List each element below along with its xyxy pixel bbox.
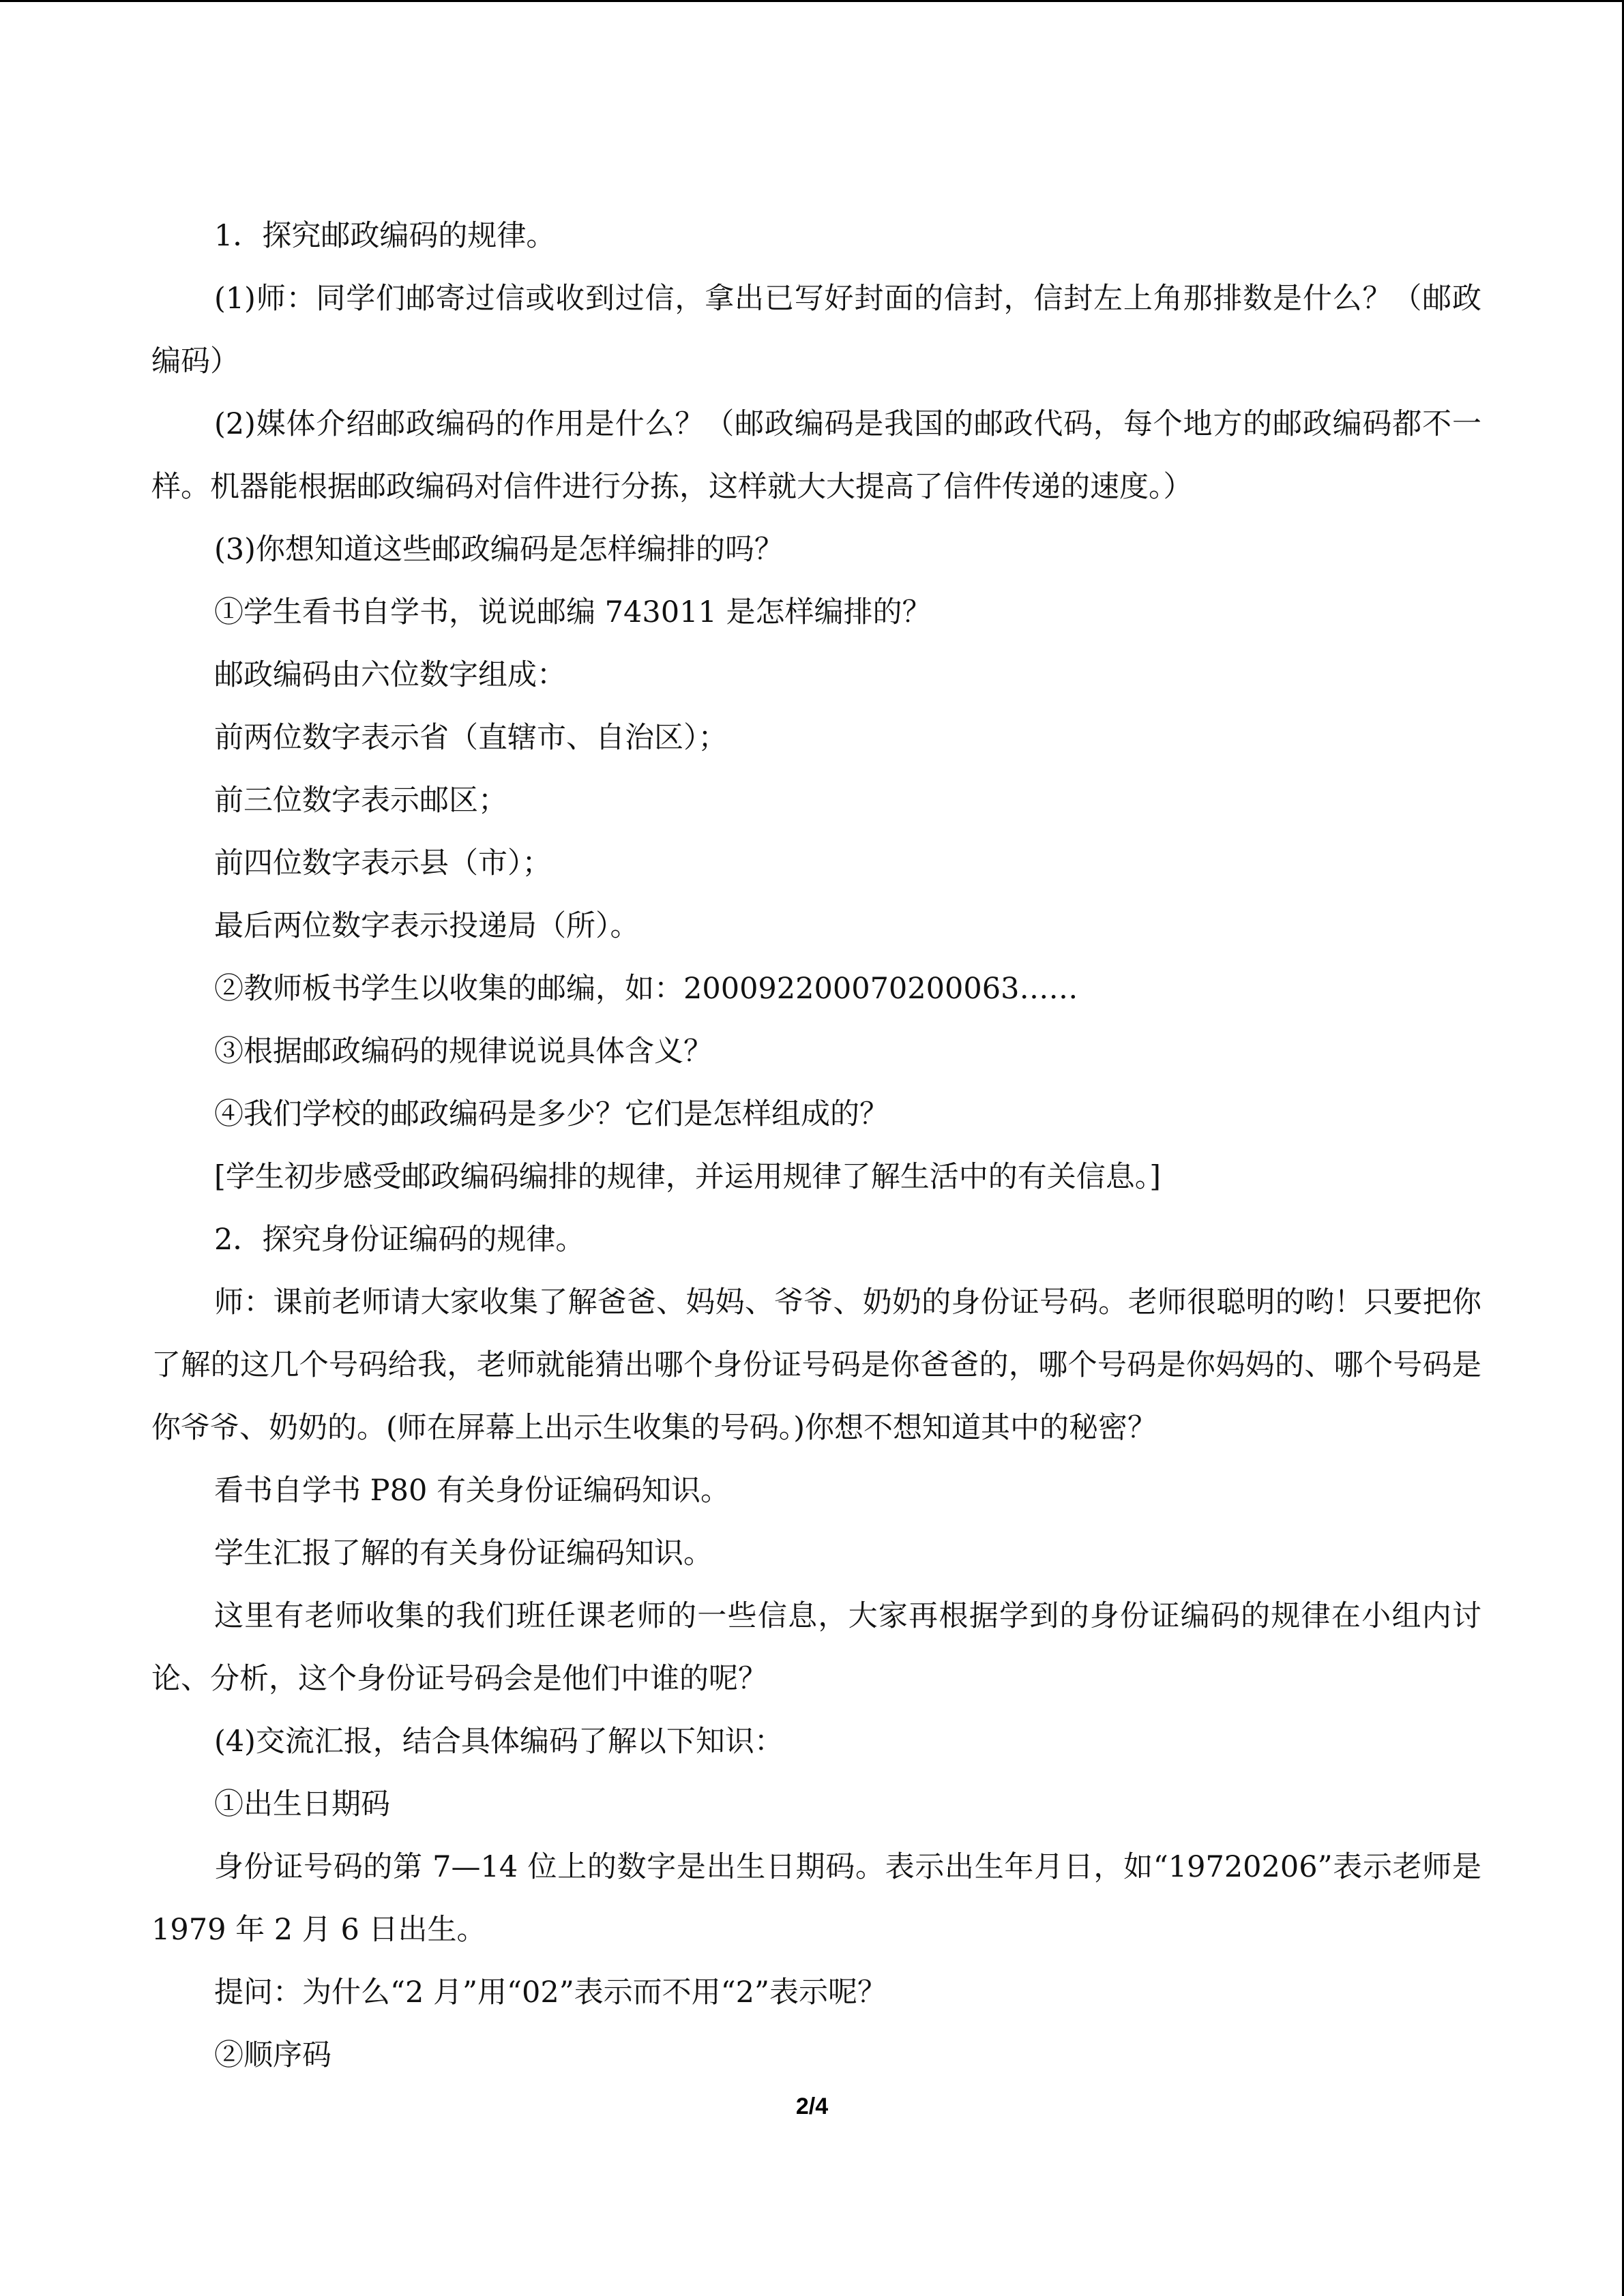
paragraph: 最后两位数字表示投递局（所）。	[214, 909, 640, 943]
paragraph: 这里有老师收集的我们班任课老师的一些信息，大家再根据学到的身份证编码的规律在小组内讨论、分析，这个身份证号码会是他们中谁的呢？	[151, 1599, 1481, 1696]
paragraph: (2)媒体介绍邮政编码的作用是什么？（邮政编码是我国的邮政代码，每个地方的邮政编码都不一样。机器能根据邮政编码对信件进行分拣，这样就大大提高了信件传递的速度。）	[151, 407, 1481, 504]
paragraph: [学生初步感受邮政编码编排的规律，并运用规律了解生活中的有关信息。]	[214, 1160, 1162, 1194]
paragraph: 邮政编码由六位数字组成：	[214, 658, 566, 692]
paragraph: (3)你想知道这些邮政编码是怎样编排的吗？	[214, 533, 784, 567]
paragraph: (1)师：同学们邮寄过信或收到过信，拿出已写好封面的信封，信封左上角那排数是什么？（邮政编码）	[151, 282, 1481, 378]
paragraph: 看书自学书 P80 有关身份证编码知识。	[214, 1474, 730, 1508]
paragraph: 前三位数字表示邮区；	[214, 784, 507, 818]
paragraph: 前两位数字表示省（直辖市、自治区）；	[214, 721, 728, 755]
paragraph: 学生汇报了解的有关身份证编码知识。	[214, 1536, 713, 1570]
paragraph: 师：课前老师请大家收集了解爸爸、妈妈、爷爷、奶奶的身份证号码。老师很聪明的哟！只要把你了解的这几个号码给我，老师就能猜出哪个身份证号码是你爸爸的，哪个号码是你妈妈的、哪个号码是你爷爷、奶奶的。(师在屏幕上出示生收集的号码。)你想不想知道其中的秘密？	[151, 1285, 1481, 1445]
paragraph: ③根据邮政编码的规律说说具体含义？	[214, 1034, 713, 1069]
paragraph: 1．探究邮政编码的规律。	[214, 219, 556, 253]
paragraph: 身份证号码的第 7—14 位上的数字是出生日期码。表示出生年月日，如“19720206”表示老师是 1979 年 2 月 6 日出生。	[151, 1850, 1481, 1947]
paragraph: ④我们学校的邮政编码是多少？它们是怎样组成的？	[214, 1097, 889, 1131]
page-number: 2/4	[795, 2093, 829, 2119]
paragraph: ②教师板书学生以收集的邮编，如：200092200070200063……	[214, 972, 1078, 1006]
paragraph: 2．探究身份证编码的规律。	[214, 1223, 585, 1257]
paragraph: 前四位数字表示县（市）；	[214, 846, 552, 880]
document-body	[151, 205, 1481, 2087]
paragraph: ①出生日期码	[214, 1787, 390, 1821]
paragraph: ②顺序码	[214, 2038, 331, 2072]
top-border-line	[0, 0, 1624, 2]
paragraph: ①学生看书自学书，说说邮编 743011 是怎样编排的？	[214, 595, 932, 629]
paragraph: (4)交流汇报，结合具体编码了解以下知识：	[214, 1725, 784, 1759]
paragraph: 提问：为什么“2 月”用“02”表示而不用“2”表示呢？	[214, 1976, 887, 2010]
